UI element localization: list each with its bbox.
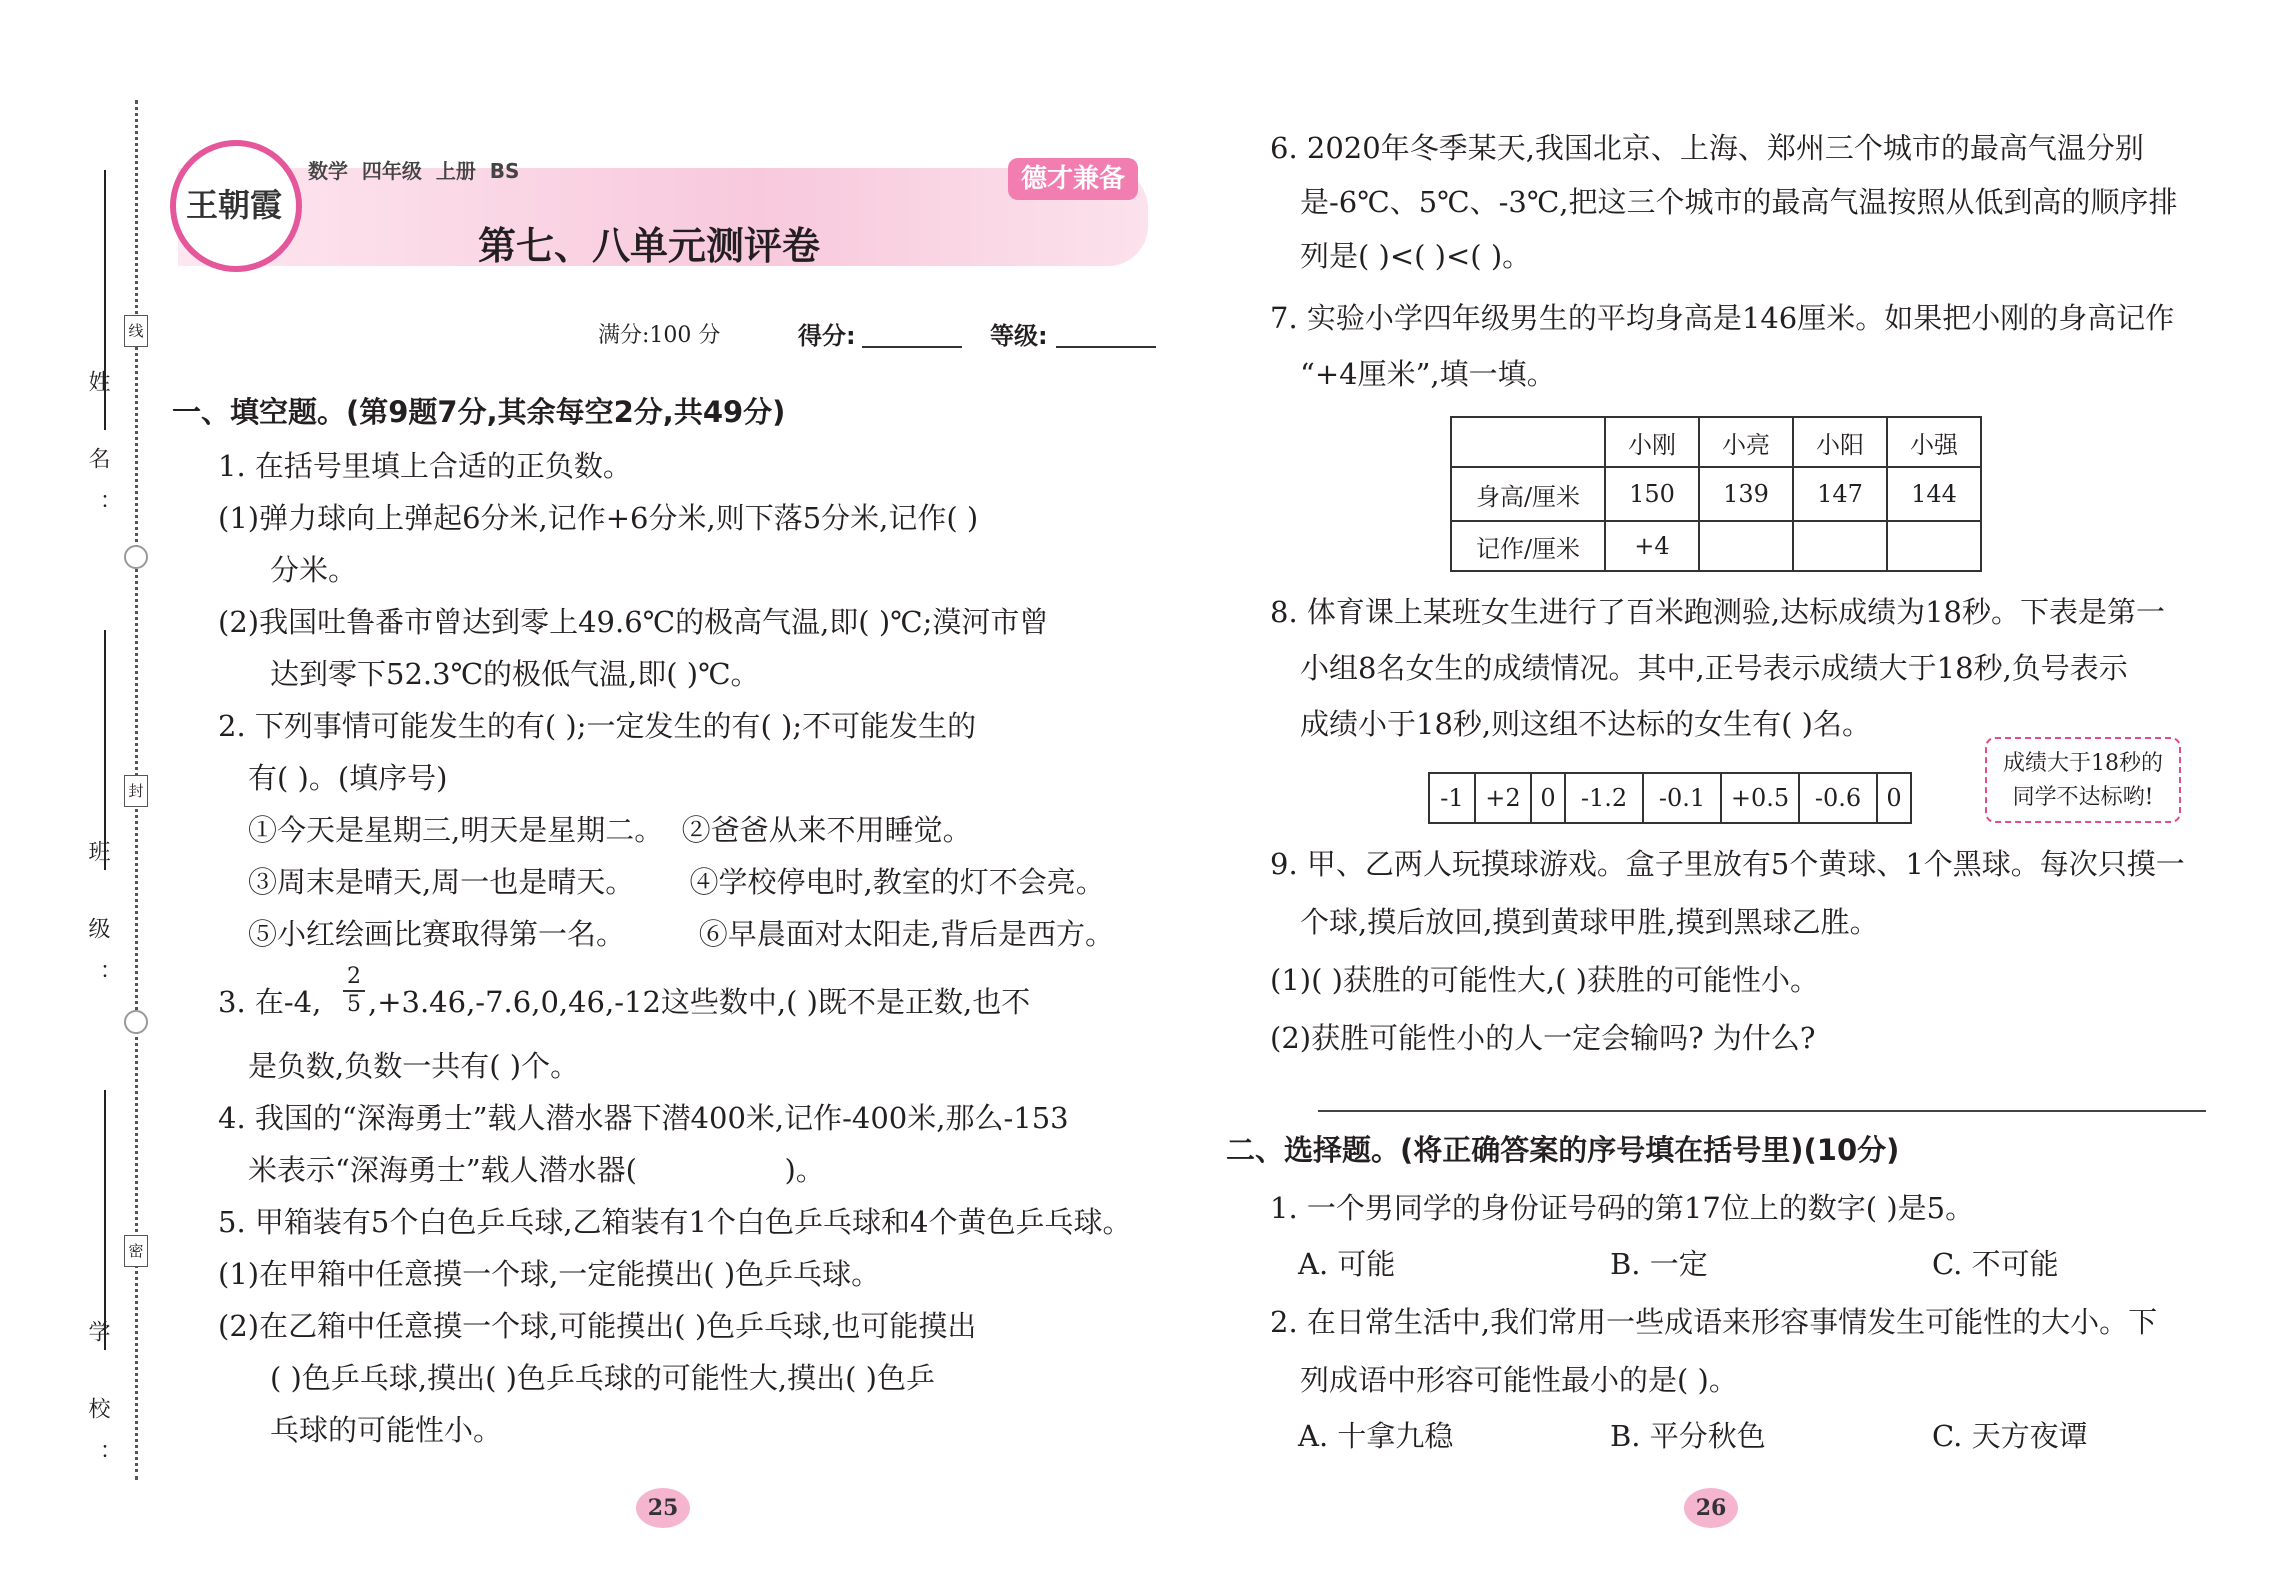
- q4-a: 4. 我国的“深海勇士”载人潜水器下潜400米,记作-400米,那么-153: [218, 1101, 1069, 1135]
- q9-a: 9. 甲、乙两人玩摸球游戏。盒子里放有5个黄球、1个黑球。每次只摸一: [1270, 847, 2185, 881]
- hint-box: [1985, 737, 2181, 823]
- s2-q2-option-a: A. 十拿九稳: [1298, 1419, 1454, 1453]
- table-cell: [1451, 417, 1605, 467]
- s2-q1-option-a: A. 可能: [1298, 1247, 1396, 1281]
- table-cell: -0.6: [1799, 773, 1877, 823]
- s2-q2-option-c: C. 天方夜谭: [1932, 1419, 2088, 1453]
- table-cell: 小亮: [1699, 417, 1793, 467]
- feng-tag: 封: [124, 775, 148, 807]
- score-blank[interactable]: [862, 346, 962, 348]
- answer-cell[interactable]: [1793, 521, 1887, 571]
- q2-options-3: ⑤小红绘画比赛取得第一名。 ⑥早晨面对太阳走,背后是西方。: [248, 917, 1114, 951]
- table-cell: 小刚: [1605, 417, 1699, 467]
- q3-a-start: 3. 在-4,: [218, 985, 322, 1019]
- table-cell: 小阳: [1793, 417, 1887, 467]
- table-cell: 139: [1699, 467, 1793, 521]
- school-write-line: [104, 1090, 106, 1350]
- q9-b: 个球,摸后放回,摸到黄球甲胜,摸到黑球乙胜。: [1300, 905, 1879, 939]
- q6-c: 列是( )<( )<( )。: [1300, 239, 1532, 273]
- q9-2: (2)获胜可能性小的人一定会输吗? 为什么?: [1270, 1021, 1816, 1055]
- s2-q2-a: 2. 在日常生活中,我们常用一些成语来形容事情发生可能性的大小。下: [1270, 1305, 2158, 1339]
- q6-b: 是-6℃、5℃、-3℃,把这三个城市的最高气温按照从低到高的顺序排: [1300, 185, 2178, 219]
- q1-1-a: (1)弹力球向上弹起6分米,记作+6分米,则下落5分米,记作( ): [218, 501, 979, 535]
- page-number-left: 25: [636, 1488, 690, 1528]
- table-row: [1451, 521, 1981, 571]
- grade-label: 等级:: [990, 322, 1048, 350]
- q1-2-b: 达到零下52.3℃的极低气温,即( )℃。: [270, 657, 760, 691]
- binding-hole-2: [124, 1010, 148, 1034]
- hint-line-2: 同学不达标哟!: [2012, 785, 2154, 810]
- q3-b: 是负数,负数一共有( )个。: [248, 1049, 580, 1083]
- table-cell: 0: [1531, 773, 1565, 823]
- s2-q2-option-b: B. 平分秋色: [1610, 1419, 1766, 1453]
- q1-2-a: (2)我国吐鲁番市曾达到零上49.6℃的极高气温,即( )℃;漠河市曾: [218, 605, 1049, 639]
- q3-fraction: [343, 964, 365, 1018]
- q7-a: 7. 实验小学四年级男生的平均身高是146厘米。如果把小刚的身高记作: [1270, 301, 2175, 335]
- q5-2-b: ( )色乒乓球,摸出( )色乒乓球的可能性大,摸出( )色乒: [270, 1361, 935, 1395]
- s2-q1-option-c: C. 不可能: [1932, 1247, 2059, 1281]
- q5-2-c: 乓球的可能性小。: [270, 1413, 503, 1447]
- hint-line-1: 成绩大于18秒的: [2003, 751, 2163, 776]
- page-number-right: 26: [1684, 1488, 1738, 1528]
- q8-c: 成绩小于18秒,则这组不达标的女生有( )名。: [1300, 707, 1871, 741]
- q9-1: (1)( )获胜的可能性大,( )获胜的可能性小。: [1270, 963, 1819, 997]
- school-label: 学 校：: [85, 1320, 110, 1489]
- fraction-numerator: 2: [343, 964, 365, 992]
- mi-tag: 密: [124, 1235, 148, 1267]
- table-cell: +0.5: [1721, 773, 1799, 823]
- table-row: [1429, 773, 1911, 823]
- q2-options-1: ①今天是星期三,明天是星期二。 ②爸爸从来不用睡觉。: [248, 813, 972, 847]
- answer-cell[interactable]: [1699, 521, 1793, 571]
- score-table: [1428, 772, 1912, 824]
- header-badge: 德才兼备: [1008, 158, 1138, 200]
- grade-blank[interactable]: [1056, 346, 1156, 348]
- brand-logo-text: 王朝霞: [186, 186, 283, 224]
- class-write-line: [104, 630, 106, 870]
- s2-q1: 1. 一个男同学的身份证号码的第17位上的数字( )是5。: [1270, 1191, 1975, 1225]
- height-table: [1450, 416, 1982, 572]
- table-cell: -0.1: [1643, 773, 1721, 823]
- series-info: 数学 四年级 上册 BS: [308, 159, 520, 183]
- binding-hole-1: [124, 545, 148, 569]
- table-cell: 身高/厘米: [1451, 467, 1605, 521]
- q6-a: 6. 2020年冬季某天,我国北京、上海、郑州三个城市的最高气温分别: [1270, 131, 2144, 165]
- table-cell: -1: [1429, 773, 1475, 823]
- answer-cell[interactable]: [1887, 521, 1981, 571]
- section-divider: [1318, 1110, 2206, 1112]
- q4-b: 米表示“深海勇士”载人潜水器( )。: [248, 1153, 825, 1187]
- s2-q2-b: 列成语中形容可能性最小的是( )。: [1300, 1363, 1738, 1397]
- table-cell: 小强: [1887, 417, 1981, 467]
- q2-b: 有( )。(填序号): [248, 761, 448, 795]
- q2-a: 2. 下列事情可能发生的有( );一定发生的有( );不可能发生的: [218, 709, 977, 743]
- table-cell: 记作/厘米: [1451, 521, 1605, 571]
- q5-1: (1)在甲箱中任意摸一个球,一定能摸出( )色乒乓球。: [218, 1257, 881, 1291]
- q8-b: 小组8名女生的成绩情况。其中,正号表示成绩大于18秒,负号表示: [1300, 651, 2128, 685]
- s2-q1-option-b: B. 一定: [1610, 1247, 1708, 1281]
- table-cell: -1.2: [1565, 773, 1643, 823]
- q8-a: 8. 体育课上某班女生进行了百米跑测验,达标成绩为18秒。下表是第一: [1270, 595, 2166, 629]
- table-cell: 144: [1887, 467, 1981, 521]
- q3-a-end: ,+3.46,-7.6,0,46,-12这些数中,( )既不是正数,也不: [368, 985, 1031, 1019]
- q2-options-2: ③周末是晴天,周一也是晴天。 ④学校停电时,教室的灯不会亮。: [248, 865, 1105, 899]
- full-marks: 满分:100 分: [598, 323, 721, 348]
- name-label: 姓 名：: [85, 370, 110, 539]
- q1-1-b: 分米。: [270, 553, 358, 587]
- table-cell: 0: [1877, 773, 1911, 823]
- q5-2-a: (2)在乙箱中任意摸一个球,可能摸出( )色乒乓球,也可能摸出: [218, 1309, 977, 1343]
- table-row: [1451, 417, 1981, 467]
- class-label: 班 级：: [85, 840, 110, 1009]
- table-cell: 150: [1605, 467, 1699, 521]
- q5: 5. 甲箱装有5个白色乒乓球,乙箱装有1个白色乒乓球和4个黄色乒乓球。: [218, 1205, 1132, 1239]
- q7-b: “+4厘米”,填一填。: [1300, 357, 1556, 391]
- fraction-denominator: 5: [347, 992, 361, 1017]
- section1-heading: 一、填空题。(第9题7分,其余每空2分,共49分): [172, 395, 786, 429]
- score-label: 得分:: [798, 322, 856, 350]
- table-cell: +4: [1605, 521, 1699, 571]
- table-cell: 147: [1793, 467, 1887, 521]
- q1: 1. 在括号里填上合适的正负数。: [218, 449, 632, 483]
- xian-tag: 线: [124, 315, 148, 347]
- table-row: [1451, 467, 1981, 521]
- section2-heading: 二、选择题。(将正确答案的序号填在括号里)(10分): [1226, 1133, 1900, 1167]
- page-title: 第七、八单元测评卷: [478, 224, 821, 268]
- table-cell: +2: [1475, 773, 1531, 823]
